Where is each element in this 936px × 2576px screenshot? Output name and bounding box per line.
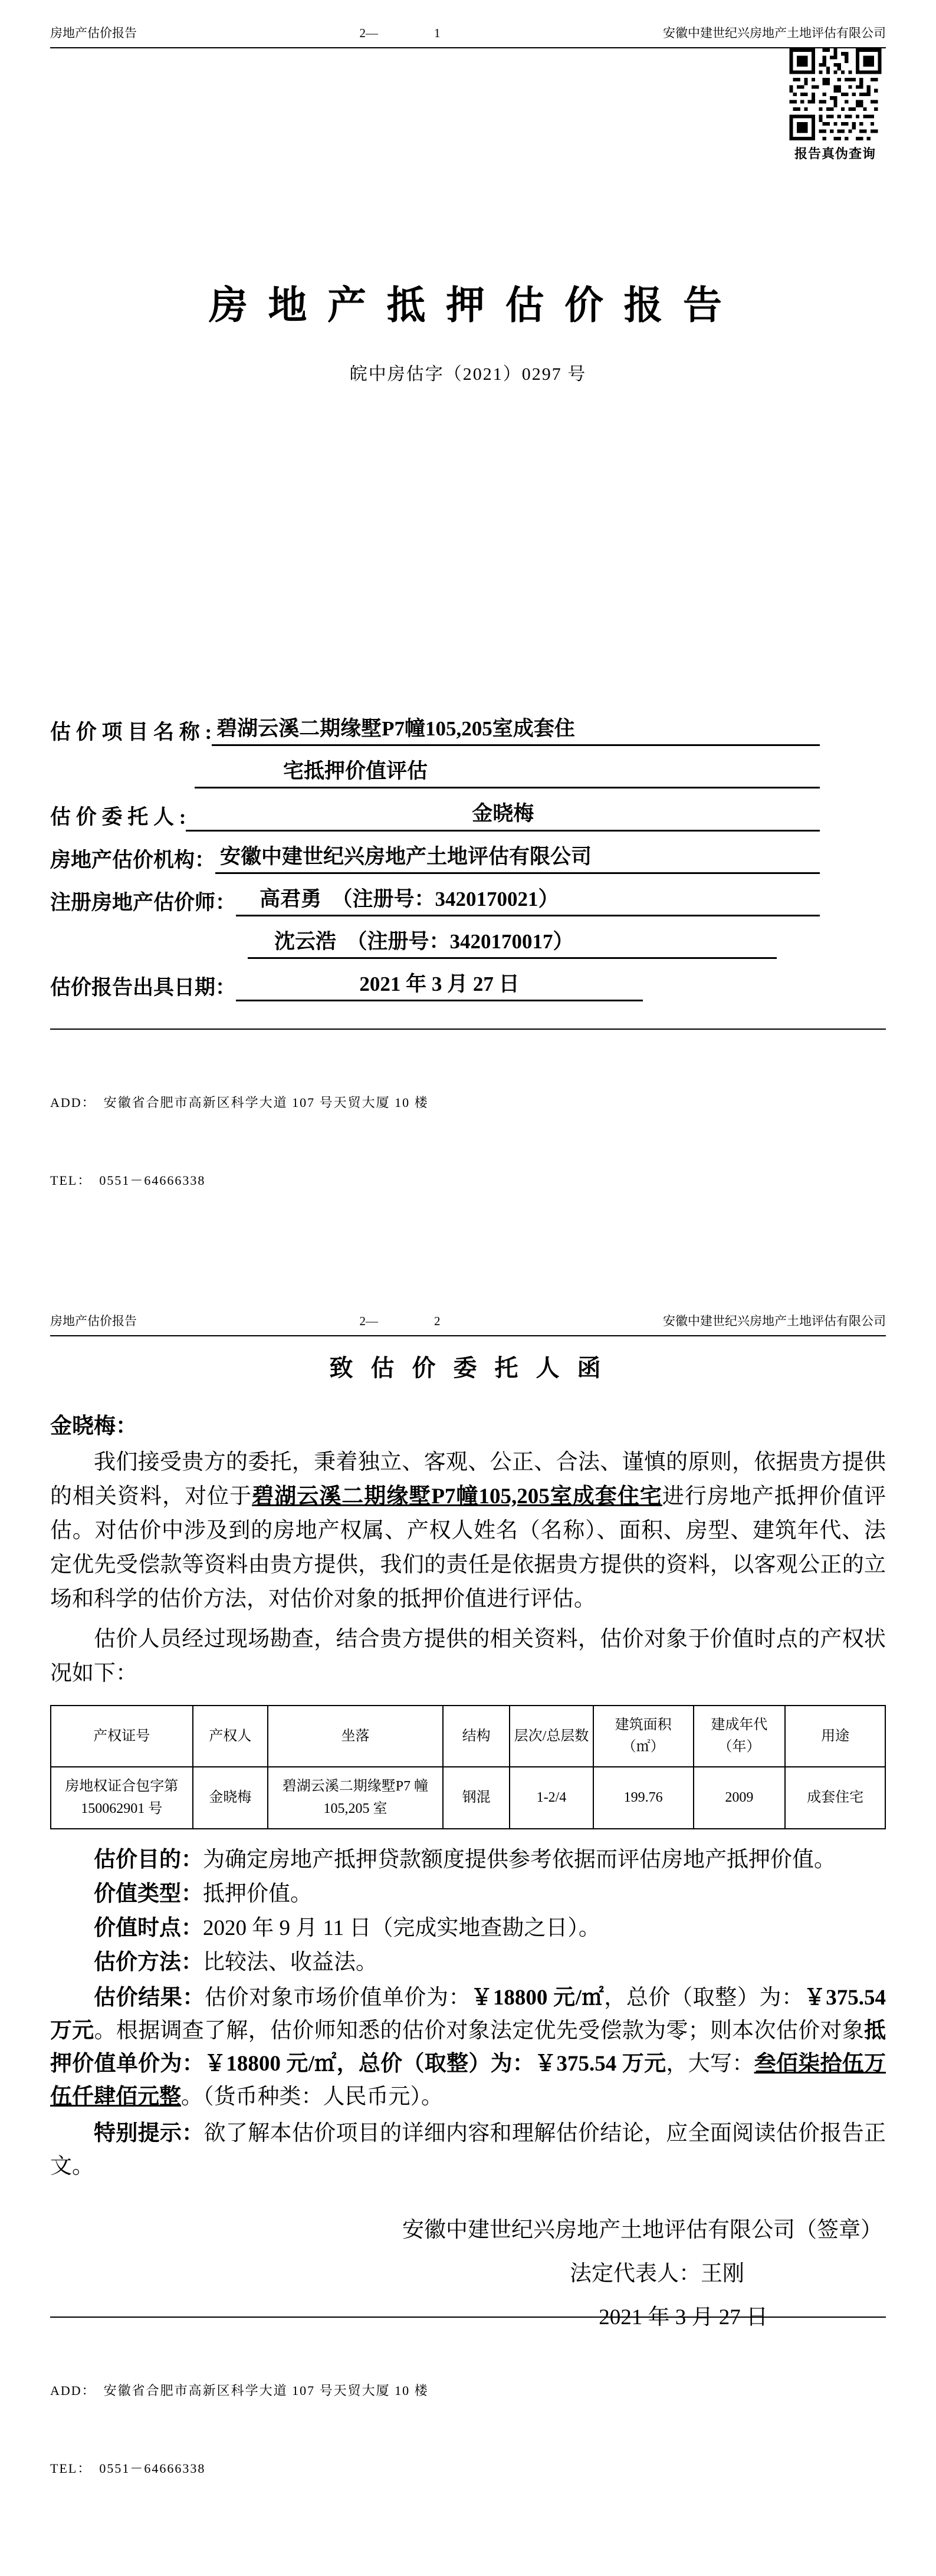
td-location: 碧湖云溪二期缘墅P7 幢 105,205 室 xyxy=(268,1767,443,1828)
property-table xyxy=(50,1705,886,1829)
header-doc-title: 房地产估价报告 xyxy=(50,1314,137,1328)
report-title: 房 地 产 抵 押 估 价 报 告 xyxy=(209,284,727,327)
field-appraiser-2 xyxy=(50,928,886,959)
th-cert-no: 产权证号 xyxy=(51,1706,193,1767)
paragraph-survey: 估价人员经过现场勘查，结合贵方提供的相关资料，估价对象于价值时点的产权状况如下： xyxy=(50,1627,886,1685)
header-company-name: 安徽中建世纪兴房地产土地评估有限公司 xyxy=(663,1314,886,1328)
field-appraiser-label: 注册房地产估价师： xyxy=(50,891,237,914)
field-client-value: 金晓梅 xyxy=(186,800,820,831)
field-report-date-value: 2021 年 3 月 27 日 xyxy=(236,971,643,1001)
field-client-label: 估 价 委 托 人 : xyxy=(50,806,186,829)
item-method: 估价方法：比较法、收益法。 xyxy=(94,1950,377,1974)
report-number: 皖中房估字（2021）0297 号 xyxy=(349,364,587,384)
th-owner: 产权人 xyxy=(193,1706,268,1767)
td-structure: 钢混 xyxy=(443,1767,510,1828)
field-project-name-label: 估 价 项 目 名 称 : xyxy=(50,721,212,744)
header-doc-title: 房地产估价报告 xyxy=(50,26,137,40)
field-appraiser-1 xyxy=(50,886,886,916)
field-agency xyxy=(50,843,886,874)
footer-phone: TEL： 0551－64666338 xyxy=(50,2461,206,2476)
td-year: 2009 xyxy=(694,1767,786,1828)
table-row xyxy=(51,1767,885,1828)
header-page-indicator xyxy=(360,1314,441,1329)
paragraph-commission: 我们接受贵方的委托，秉着独立、客观、公正、合法、谨慎的原则，依据贵方提供的相关资料，对位于碧湖云溪二期缘墅P7幢105,205室成套住宅进行房地产抵押价值评估。对估价中涉及到的房地产权属、产权人姓名（名称）、面积、房型、建筑年代、法定优先受偿款等资料由贵方提供，我们的责任是依据贵方提供的资料，以客观公正的立场和科学的估价方法，对估价对象的抵押价值进行评估。 xyxy=(50,1450,886,1611)
td-floor: 1-2/4 xyxy=(510,1767,593,1828)
signature-legal-rep: 法定代表人：王刚 xyxy=(570,2261,744,2286)
field-project-name xyxy=(50,715,886,746)
field-project-name-value: 碧湖云溪二期缘墅P7幢105,205室成套住 xyxy=(212,715,820,746)
item-result: 估价结果：估价对象市场价值单价为：￥18800 元/㎡，总价（取整）为：￥375.54万元。根据调查了解，估价师知悉的估价对象法定优先受偿款为零；则本次估价对象抵押价值单价为：￥18800 元/㎡，总价（取整）为：￥375.54 万元，大写：叁佰柒拾伍万伍仟肆佰元整。（货币种类：人民币元）。 xyxy=(50,1985,886,2109)
header-company-name: 安徽中建世纪兴房地产土地评估有限公司 xyxy=(663,26,886,40)
field-appraiser-2-value: 沈云浩 （注册号：3420170017） xyxy=(248,928,777,959)
item-value-type: 价值类型：抵押价值。 xyxy=(94,1881,312,1906)
page-footer xyxy=(50,2317,886,2534)
table-header-row xyxy=(51,1706,885,1767)
salutation: 金晓梅： xyxy=(50,1414,137,1438)
header-total-pages: 2— xyxy=(359,26,378,40)
signature-date: 2021 年 3 月 27 日 xyxy=(599,2305,768,2329)
report-header xyxy=(50,1312,886,1336)
field-project-name-value2: 宅抵押价值评估 xyxy=(195,758,820,788)
field-report-date xyxy=(50,971,886,1001)
th-year: 建成年代（年） xyxy=(694,1706,786,1767)
field-project-name-line2 xyxy=(50,758,886,788)
signature-company: 安徽中建世纪兴房地产土地评估有限公司（签章） xyxy=(402,2217,882,2242)
signature-block xyxy=(50,2212,886,2331)
header-page-indicator xyxy=(360,26,441,41)
header-page-number: 2 xyxy=(434,1314,441,1328)
qr-caption: 报告真伪查询 xyxy=(794,146,876,161)
page-footer xyxy=(50,1029,886,1246)
th-location: 坐落 xyxy=(268,1706,443,1767)
letter-title: 致 估 价 委 托 人 函 xyxy=(329,1355,607,1381)
header-page-number: 1 xyxy=(434,26,441,40)
field-client xyxy=(50,800,886,831)
td-owner: 金晓梅 xyxy=(193,1767,268,1828)
footer-address: ADD： 安徽省合肥市高新区科学大道 107 号天贸大厦 10 楼 xyxy=(50,2383,429,2398)
header-total-pages: 2— xyxy=(359,1314,378,1328)
qr-code-icon xyxy=(787,48,884,140)
td-cert-no: 房地权证合包字第150062901 号 xyxy=(51,1767,193,1828)
appraisal-items xyxy=(50,1845,886,2183)
th-usage: 用途 xyxy=(785,1706,885,1767)
page-2 xyxy=(0,1288,936,2576)
field-agency-value: 安徽中建世纪兴房地产土地评估有限公司 xyxy=(215,843,820,874)
footer-phone: TEL： 0551－64666338 xyxy=(50,1173,206,1188)
td-usage: 成套住宅 xyxy=(785,1767,885,1828)
footer-address: ADD： 安徽省合肥市高新区科学大道 107 号天贸大厦 10 楼 xyxy=(50,1095,429,1110)
qr-verification-block xyxy=(784,48,886,162)
th-area: 建筑面积（㎡） xyxy=(593,1706,694,1767)
item-purpose: 估价目的：为确定房地产抵押贷款额度提供参考依据而评估房地产抵押价值。 xyxy=(94,1847,836,1872)
item-special-notice: 特别提示：欲了解本估价项目的详细内容和理解估价结论，应全面阅读估价报告正文。 xyxy=(50,2121,886,2179)
item-value-date: 价值时点：2020 年 9 月 11 日（完成实地查勘之日）。 xyxy=(94,1915,600,1940)
th-floor: 层次/总层数 xyxy=(510,1706,593,1767)
field-report-date-label: 估价报告出具日期： xyxy=(50,976,237,1000)
field-agency-label: 房地产估价机构： xyxy=(50,848,216,872)
cover-fields xyxy=(50,715,886,1001)
report-header xyxy=(50,24,886,48)
th-structure: 结构 xyxy=(443,1706,510,1767)
td-area: 199.76 xyxy=(593,1767,694,1828)
field-appraiser-1-value: 高君勇 （注册号：3420170021） xyxy=(236,886,820,916)
